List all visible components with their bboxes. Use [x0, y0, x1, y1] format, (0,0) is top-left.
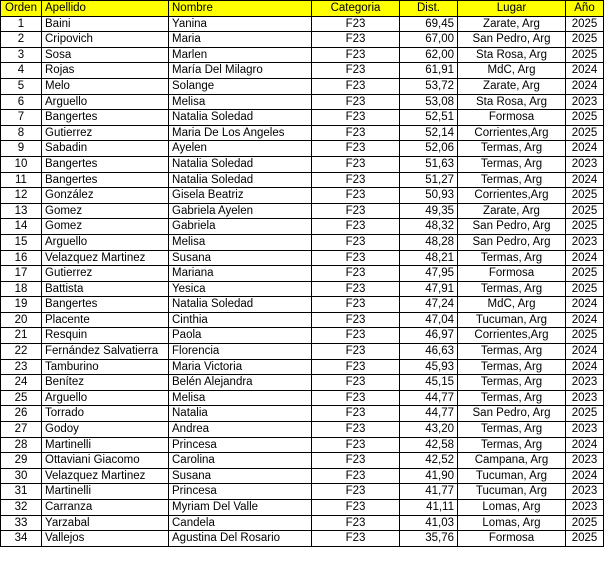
cell-dist: 44,77 [400, 390, 458, 406]
cell-apellido: Baini [42, 16, 169, 32]
header-lugar: Lugar [458, 1, 566, 17]
cell-categoria: F23 [312, 16, 400, 32]
cell-dist: 47,95 [400, 266, 458, 282]
cell-lugar: Corrientes,Arg [458, 188, 566, 204]
cell-orden: 11 [1, 172, 42, 188]
cell-nombre: Agustina Del Rosario [169, 531, 312, 547]
cell-categoria: F23 [312, 500, 400, 516]
cell-categoria: F23 [312, 219, 400, 235]
cell-nombre: Carolina [169, 453, 312, 469]
cell-lugar: Termas, Arg [458, 156, 566, 172]
cell-categoria: F23 [312, 110, 400, 126]
cell-categoria: F23 [312, 359, 400, 375]
cell-orden: 21 [1, 328, 42, 344]
cell-orden: 10 [1, 156, 42, 172]
cell-categoria: F23 [312, 32, 400, 48]
cell-categoria: F23 [312, 468, 400, 484]
cell-lugar: Sta Rosa, Arg [458, 94, 566, 110]
table-row [1, 219, 604, 235]
cell-dist: 47,91 [400, 281, 458, 297]
cell-anio: 2025 [566, 47, 604, 63]
cell-nombre: Melisa [169, 390, 312, 406]
cell-orden: 30 [1, 468, 42, 484]
cell-lugar: MdC, Arg [458, 297, 566, 313]
header-categoria: Categoria [312, 1, 400, 17]
cell-dist: 53,72 [400, 78, 458, 94]
cell-anio: 2024 [566, 297, 604, 313]
cell-categoria: F23 [312, 406, 400, 422]
cell-orden: 16 [1, 250, 42, 266]
cell-lugar: Termas, Arg [458, 375, 566, 391]
cell-dist: 45,15 [400, 375, 458, 391]
cell-lugar: Termas, Arg [458, 281, 566, 297]
cell-nombre: Natalia [169, 406, 312, 422]
cell-orden: 20 [1, 312, 42, 328]
cell-dist: 48,21 [400, 250, 458, 266]
cell-categoria: F23 [312, 484, 400, 500]
cell-dist: 67,00 [400, 32, 458, 48]
cell-orden: 33 [1, 515, 42, 531]
cell-dist: 44,77 [400, 406, 458, 422]
cell-categoria: F23 [312, 422, 400, 438]
header-dist: Dist. [400, 1, 458, 17]
cell-categoria: F23 [312, 531, 400, 547]
cell-apellido: Martinelli [42, 437, 169, 453]
cell-lugar: Corrientes,Arg [458, 328, 566, 344]
cell-lugar: Formosa [458, 531, 566, 547]
cell-lugar: San Pedro, Arg [458, 406, 566, 422]
cell-apellido: Velazquez Martinez [42, 468, 169, 484]
cell-apellido: Cripovich [42, 32, 169, 48]
cell-apellido: Arguello [42, 390, 169, 406]
cell-apellido: Bangertes [42, 156, 169, 172]
cell-lugar: Corrientes,Arg [458, 125, 566, 141]
cell-anio: 2024 [566, 468, 604, 484]
cell-dist: 52,51 [400, 110, 458, 126]
cell-lugar: Termas, Arg [458, 172, 566, 188]
cell-orden: 34 [1, 531, 42, 547]
cell-lugar: Tucuman, Arg [458, 468, 566, 484]
cell-dist: 52,14 [400, 125, 458, 141]
header-row [1, 1, 604, 17]
cell-apellido: Gomez [42, 203, 169, 219]
cell-apellido: González [42, 188, 169, 204]
cell-lugar: Sta Rosa, Arg [458, 47, 566, 63]
cell-nombre: Yesica [169, 281, 312, 297]
cell-orden: 13 [1, 203, 42, 219]
cell-anio: 2024 [566, 172, 604, 188]
table-row [1, 437, 604, 453]
cell-orden: 29 [1, 453, 42, 469]
table-row [1, 234, 604, 250]
table-row [1, 156, 604, 172]
cell-anio: 2023 [566, 484, 604, 500]
cell-anio: 2024 [566, 250, 604, 266]
cell-dist: 35,76 [400, 531, 458, 547]
table-row [1, 32, 604, 48]
cell-orden: 31 [1, 484, 42, 500]
cell-lugar: Tucuman, Arg [458, 484, 566, 500]
table-row [1, 312, 604, 328]
cell-nombre: Natalia Soledad [169, 172, 312, 188]
cell-anio: 2023 [566, 156, 604, 172]
cell-lugar: Termas, Arg [458, 422, 566, 438]
cell-categoria: F23 [312, 125, 400, 141]
cell-lugar: Tucuman, Arg [458, 312, 566, 328]
table-row [1, 250, 604, 266]
cell-categoria: F23 [312, 390, 400, 406]
cell-anio: 2024 [566, 78, 604, 94]
cell-lugar: Lomas, Arg [458, 515, 566, 531]
table-row [1, 406, 604, 422]
cell-apellido: Bangertes [42, 297, 169, 313]
cell-categoria: F23 [312, 141, 400, 157]
cell-anio: 2025 [566, 406, 604, 422]
cell-anio: 2024 [566, 437, 604, 453]
cell-dist: 47,24 [400, 297, 458, 313]
cell-apellido: Fernández Salvatierra [42, 344, 169, 360]
table-row [1, 94, 604, 110]
cell-apellido: Bangertes [42, 172, 169, 188]
table-row [1, 16, 604, 32]
cell-nombre: Maria De Los Angeles [169, 125, 312, 141]
cell-nombre: Candela [169, 515, 312, 531]
header-apellido: Apellido [42, 1, 169, 17]
cell-orden: 3 [1, 47, 42, 63]
cell-apellido: Ottaviani Giacomo [42, 453, 169, 469]
cell-categoria: F23 [312, 437, 400, 453]
cell-anio: 2024 [566, 141, 604, 157]
table-row [1, 141, 604, 157]
cell-nombre: Natalia Soledad [169, 297, 312, 313]
cell-lugar: Formosa [458, 110, 566, 126]
cell-nombre: Natalia Soledad [169, 156, 312, 172]
cell-orden: 4 [1, 63, 42, 79]
cell-lugar: San Pedro, Arg [458, 32, 566, 48]
cell-dist: 52,06 [400, 141, 458, 157]
cell-anio: 2024 [566, 359, 604, 375]
cell-categoria: F23 [312, 172, 400, 188]
cell-lugar: Termas, Arg [458, 344, 566, 360]
table-row [1, 484, 604, 500]
table-row [1, 422, 604, 438]
cell-dist: 69,45 [400, 16, 458, 32]
cell-categoria: F23 [312, 266, 400, 282]
cell-anio: 2023 [566, 500, 604, 516]
cell-anio: 2025 [566, 266, 604, 282]
cell-apellido: Bangertes [42, 110, 169, 126]
cell-anio: 2023 [566, 375, 604, 391]
cell-apellido: Torrado [42, 406, 169, 422]
cell-apellido: Velazquez Martinez [42, 250, 169, 266]
cell-anio: 2025 [566, 219, 604, 235]
cell-categoria: F23 [312, 156, 400, 172]
cell-anio: 2025 [566, 125, 604, 141]
cell-dist: 45,93 [400, 359, 458, 375]
cell-dist: 51,63 [400, 156, 458, 172]
cell-categoria: F23 [312, 281, 400, 297]
cell-apellido: Arguello [42, 234, 169, 250]
cell-nombre: Susana [169, 468, 312, 484]
cell-apellido: Gomez [42, 219, 169, 235]
cell-dist: 49,35 [400, 203, 458, 219]
cell-anio: 2025 [566, 531, 604, 547]
cell-lugar: Termas, Arg [458, 250, 566, 266]
cell-lugar: San Pedro, Arg [458, 234, 566, 250]
header-anio: Año [566, 1, 604, 17]
header-orden: Orden [1, 1, 42, 17]
cell-orden: 22 [1, 344, 42, 360]
cell-apellido: Carranza [42, 500, 169, 516]
cell-orden: 9 [1, 141, 42, 157]
cell-nombre: Natalia Soledad [169, 110, 312, 126]
cell-anio: 2025 [566, 32, 604, 48]
cell-orden: 26 [1, 406, 42, 422]
cell-lugar: San Pedro, Arg [458, 219, 566, 235]
cell-apellido: Sabadin [42, 141, 169, 157]
cell-lugar: Lomas, Arg [458, 500, 566, 516]
cell-dist: 42,52 [400, 453, 458, 469]
cell-dist: 62,00 [400, 47, 458, 63]
cell-nombre: Paola [169, 328, 312, 344]
cell-orden: 2 [1, 32, 42, 48]
cell-anio: 2025 [566, 16, 604, 32]
cell-dist: 46,97 [400, 328, 458, 344]
cell-dist: 48,28 [400, 234, 458, 250]
cell-nombre: Mariana [169, 266, 312, 282]
table-row [1, 172, 604, 188]
cell-anio: 2025 [566, 281, 604, 297]
table-row [1, 359, 604, 375]
table-row [1, 390, 604, 406]
cell-nombre: Melisa [169, 234, 312, 250]
cell-orden: 7 [1, 110, 42, 126]
cell-dist: 47,04 [400, 312, 458, 328]
cell-orden: 5 [1, 78, 42, 94]
cell-lugar: Formosa [458, 266, 566, 282]
cell-anio: 2024 [566, 312, 604, 328]
cell-nombre: Gisela Beatriz [169, 188, 312, 204]
table-body [1, 16, 604, 546]
table-row [1, 203, 604, 219]
cell-nombre: Gabriela [169, 219, 312, 235]
cell-categoria: F23 [312, 234, 400, 250]
cell-categoria: F23 [312, 312, 400, 328]
cell-dist: 41,03 [400, 515, 458, 531]
table-row [1, 531, 604, 547]
cell-anio: 2024 [566, 344, 604, 360]
table-row [1, 515, 604, 531]
cell-dist: 46,63 [400, 344, 458, 360]
cell-nombre: Susana [169, 250, 312, 266]
cell-orden: 25 [1, 390, 42, 406]
cell-apellido: Placente [42, 312, 169, 328]
cell-dist: 41,77 [400, 484, 458, 500]
cell-nombre: Gabriela Ayelen [169, 203, 312, 219]
table-row [1, 110, 604, 126]
cell-nombre: Andrea [169, 422, 312, 438]
cell-dist: 41,90 [400, 468, 458, 484]
table-row [1, 375, 604, 391]
cell-anio: 2024 [566, 63, 604, 79]
cell-lugar: Termas, Arg [458, 141, 566, 157]
cell-nombre: Princesa [169, 437, 312, 453]
table-row [1, 297, 604, 313]
cell-lugar: Zarate, Arg [458, 16, 566, 32]
cell-orden: 32 [1, 500, 42, 516]
cell-nombre: Florencia [169, 344, 312, 360]
table-row [1, 47, 604, 63]
cell-anio: 2025 [566, 515, 604, 531]
cell-apellido: Arguello [42, 94, 169, 110]
cell-anio: 2025 [566, 203, 604, 219]
cell-orden: 15 [1, 234, 42, 250]
cell-orden: 8 [1, 125, 42, 141]
cell-apellido: Gutierrez [42, 125, 169, 141]
table-row [1, 63, 604, 79]
cell-orden: 6 [1, 94, 42, 110]
cell-orden: 28 [1, 437, 42, 453]
cell-dist: 51,27 [400, 172, 458, 188]
cell-apellido: Melo [42, 78, 169, 94]
cell-lugar: MdC, Arg [458, 63, 566, 79]
cell-nombre: Belén Alejandra [169, 375, 312, 391]
cell-categoria: F23 [312, 94, 400, 110]
cell-categoria: F23 [312, 328, 400, 344]
cell-nombre: Solange [169, 78, 312, 94]
table-row [1, 266, 604, 282]
cell-nombre: María Del Milagro [169, 63, 312, 79]
cell-categoria: F23 [312, 344, 400, 360]
table-row [1, 281, 604, 297]
cell-nombre: Cinthia [169, 312, 312, 328]
cell-anio: 2023 [566, 422, 604, 438]
table-row [1, 125, 604, 141]
cell-apellido: Vallejos [42, 531, 169, 547]
cell-apellido: Tamburino [42, 359, 169, 375]
cell-orden: 14 [1, 219, 42, 235]
cell-lugar: Campana, Arg [458, 453, 566, 469]
cell-orden: 27 [1, 422, 42, 438]
cell-anio: 2025 [566, 110, 604, 126]
cell-categoria: F23 [312, 188, 400, 204]
cell-apellido: Yarzabal [42, 515, 169, 531]
cell-dist: 41,11 [400, 500, 458, 516]
cell-lugar: Zarate, Arg [458, 203, 566, 219]
cell-orden: 19 [1, 297, 42, 313]
cell-nombre: Myriam Del Valle [169, 500, 312, 516]
cell-categoria: F23 [312, 203, 400, 219]
table-row [1, 344, 604, 360]
cell-nombre: Marlen [169, 47, 312, 63]
cell-apellido: Benítez [42, 375, 169, 391]
table-row [1, 500, 604, 516]
cell-apellido: Sosa [42, 47, 169, 63]
cell-dist: 61,91 [400, 63, 458, 79]
cell-categoria: F23 [312, 63, 400, 79]
table-row [1, 78, 604, 94]
cell-nombre: Princesa [169, 484, 312, 500]
table-row [1, 453, 604, 469]
cell-categoria: F23 [312, 375, 400, 391]
cell-nombre: Yanina [169, 16, 312, 32]
cell-apellido: Rojas [42, 63, 169, 79]
cell-apellido: Battista [42, 281, 169, 297]
cell-anio: 2023 [566, 453, 604, 469]
cell-categoria: F23 [312, 453, 400, 469]
cell-apellido: Godoy [42, 422, 169, 438]
cell-orden: 24 [1, 375, 42, 391]
cell-dist: 43,20 [400, 422, 458, 438]
cell-anio: 2025 [566, 188, 604, 204]
cell-nombre: Maria [169, 32, 312, 48]
table-row [1, 468, 604, 484]
cell-apellido: Martinelli [42, 484, 169, 500]
cell-categoria: F23 [312, 297, 400, 313]
cell-anio: 2023 [566, 94, 604, 110]
cell-lugar: Termas, Arg [458, 359, 566, 375]
header-nombre: Nombre [169, 1, 312, 17]
cell-categoria: F23 [312, 250, 400, 266]
cell-dist: 48,32 [400, 219, 458, 235]
cell-nombre: Melisa [169, 94, 312, 110]
table-row [1, 328, 604, 344]
cell-dist: 50,93 [400, 188, 458, 204]
cell-orden: 1 [1, 16, 42, 32]
table-row [1, 188, 604, 204]
cell-anio: 2025 [566, 328, 604, 344]
cell-lugar: Zarate, Arg [458, 78, 566, 94]
cell-categoria: F23 [312, 78, 400, 94]
cell-orden: 17 [1, 266, 42, 282]
cell-orden: 18 [1, 281, 42, 297]
cell-orden: 12 [1, 188, 42, 204]
cell-apellido: Resquin [42, 328, 169, 344]
cell-apellido: Gutierrez [42, 266, 169, 282]
cell-categoria: F23 [312, 47, 400, 63]
cell-nombre: Maria Victoria [169, 359, 312, 375]
cell-anio: 2023 [566, 390, 604, 406]
cell-nombre: Ayelen [169, 141, 312, 157]
cell-lugar: Termas, Arg [458, 390, 566, 406]
cell-orden: 23 [1, 359, 42, 375]
cell-lugar: Termas, Arg [458, 437, 566, 453]
cell-anio: 2023 [566, 234, 604, 250]
cell-categoria: F23 [312, 515, 400, 531]
cell-dist: 42,58 [400, 437, 458, 453]
cell-dist: 53,08 [400, 94, 458, 110]
